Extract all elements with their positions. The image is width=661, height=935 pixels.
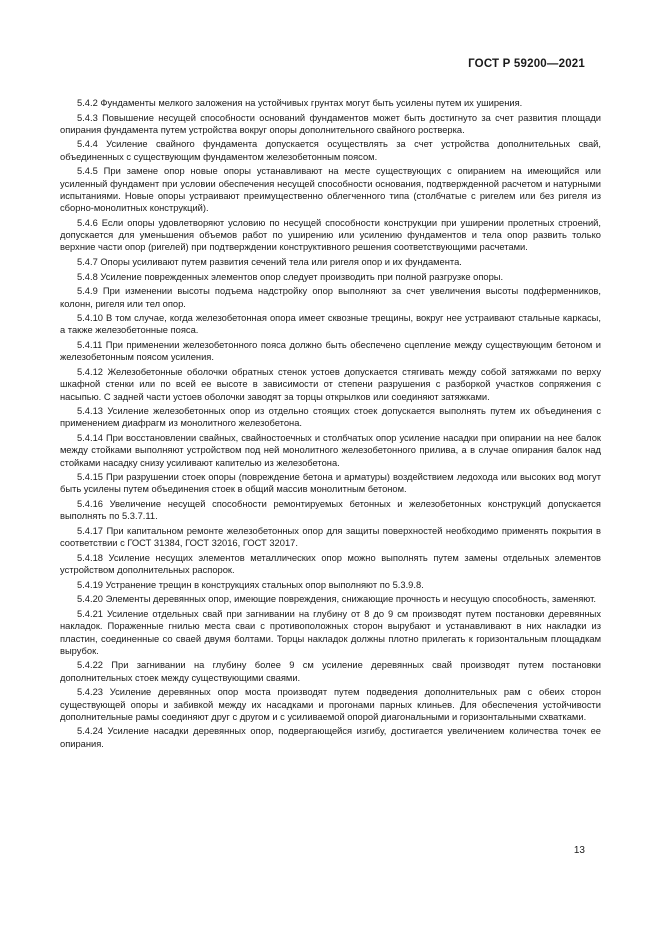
paragraph-5-4-11: 5.4.11 При применении железобетонного пояса должно быть обеспечено сцепление между существующим бетоном и железобетонным поясом усиления.: [60, 340, 601, 363]
paragraph-5-4-24: 5.4.24 Усиление насадки деревянных опор, подвергающейся изгибу, достигается увеличением количества точек ее опирания.: [60, 726, 601, 749]
paragraph-5-4-6: 5.4.6 Если опоры удовлетворяют условию по несущей способности конструкции при уширении пролетных строений, допускается для уменьшения объемов работ по уширению или усилению фундаментов и тела опор развить только верхние части опор (ригелей) при подтверждении конструктивного решения соответствующими расчетами.: [60, 217, 601, 253]
paragraph-5-4-20: 5.4.20 Элементы деревянных опор, имеющие повреждения, снижающие прочность и несущую способность, заменяют.: [77, 594, 596, 605]
paragraph-5-4-9: 5.4.9 При изменении высоты подъема надстройку опор выполняют за счет увеличения высоты подферменников, колонн, ригеля или тел опор.: [60, 286, 601, 309]
page-number: 13: [573, 845, 585, 856]
paragraph-5-4-16: 5.4.16 Увеличение несущей способности ремонтируемых бетонных и железобетонных конструкций допускается выполнять по 5.3.7.11.: [60, 499, 601, 522]
paragraph-5-4-17: 5.4.17 При капитальном ремонте железобетонных опор для защиты поверхностей необходимо применять покрытия в соответствии с ГОСТ 31384, ГОСТ 32016, ГОСТ 32017.: [60, 525, 601, 549]
paragraph-5-4-4: 5.4.4 Усиление свайного фундамента допускается осуществлять за счет устройства дополнительных свай, объединенных с существующим фундаментом железобетонным поясом.: [60, 139, 601, 162]
standard-designation: ГОСТ Р 59200—2021: [468, 58, 585, 70]
paragraph-5-4-14: 5.4.14 При восстановлении свайных, свайностоечных и столбчатых опор усиление насадки при опирании на нее балок между стойками выполняют устройством под ней монолитного железобетонного прилива, а в случае опирания балок над стойками насадку снизу усиливают капителью из железобетона.: [60, 432, 601, 468]
paragraph-5-4-15: 5.4.15 При разрушении стоек опоры (повреждение бетона и арматуры) воздействием ледохода или высоких вод могут быть усилены путем объединения стоек в общий массив монолитным бетоном.: [60, 472, 601, 495]
paragraph-5-4-19: 5.4.19 Устранение трещин в конструкциях стальных опор выполняют по 5.3.9.8.: [77, 579, 424, 590]
paragraph-5-4-18: 5.4.18 Усиление несущих элементов металлических опор можно выполнять путем замены отдельных элементов устройством дополнительных распорок.: [60, 552, 601, 576]
paragraph-5-4-23: 5.4.23 Усиление деревянных опор моста производят путем подведения дополнительных рам с обеих сторон существующей опоры и забивкой между их насадками и прогонами парных клиньев. Для обеспечения устойчивости дополнительные рамы соединяют друг с другом и с усиливаемой опорой диагональными и горизонтальными схватками.: [60, 687, 601, 722]
paragraph-5-4-7: 5.4.7 Опоры усиливают путем развития сечений тела или ригеля опор и их фундамента.: [77, 257, 462, 268]
paragraph-5-4-13: 5.4.13 Усиление железобетонных опор из отдельно стоящих стоек допускается выполнять путем их объединения с применением диафрагм из монолитного железобетона.: [60, 406, 601, 429]
paragraph-5-4-10: 5.4.10 В том случае, когда железобетонная опора имеет сквозные трещины, вокруг нее устраивают стальные каркасы, а также железобетонные пояса.: [60, 313, 601, 336]
paragraph-5-4-22: 5.4.22 При загнивании на глубину более 9 см усиление деревянных свай производят путем постановки дополнительных стоек между существующими сваями.: [60, 660, 601, 683]
paragraph-5-4-8: 5.4.8 Усиление поврежденных элементов опор следует производить при полной разгрузке опоры.: [77, 271, 504, 282]
paragraph-5-4-21: 5.4.21 Усиление отдельных свай при загнивании на глубину от 8 до 9 см производят путем постановки деревянных накладок. Пораженные гнилью места сваи с противоположных сторон вырубают и устанавливают в них накладки из пластин, соединенные со сваей двумя болтами. Торцы накладок должны плотно прилегать к горизонтальным площадкам вырубок.: [60, 608, 601, 656]
paragraph-5-4-5: 5.4.5 При замене опор новые опоры устанавливают на месте существующих с опиранием на имеющийся или усиленный фундамент при условии обеспечения несущей способности основания, подтвержденной расчетом и натурными испытаниями. Новые опоры устраивают преимущественно облегченного типа (столбчатые с ригелем или без ригеля из сборно-монолитных конструкций).: [60, 166, 601, 214]
paragraph-5-4-2: 5.4.2 Фундаменты мелкого заложения на устойчивых грунтах могут быть усилены путем их уширения.: [77, 98, 523, 108]
body-text: [60, 97, 601, 752]
paragraph-5-4-3: 5.4.3 Повышение несущей способности оснований фундаментов может быть достигнуто за счет развития площади опирания фундамента путем устройства вокруг опоры дополнительного свайного ростверка.: [60, 112, 601, 135]
paragraph-5-4-12: 5.4.12 Железобетонные оболочки обратных стенок устоев допускается стягивать между собой затяжками по верху шкафной стенки или по всей ее высоте в зависимости от степени разрушения с разборкой участков сопряжения с насыпью. С задней части устоев оболочки заводят за торцы открылков или соединяют затяжками.: [60, 366, 601, 402]
